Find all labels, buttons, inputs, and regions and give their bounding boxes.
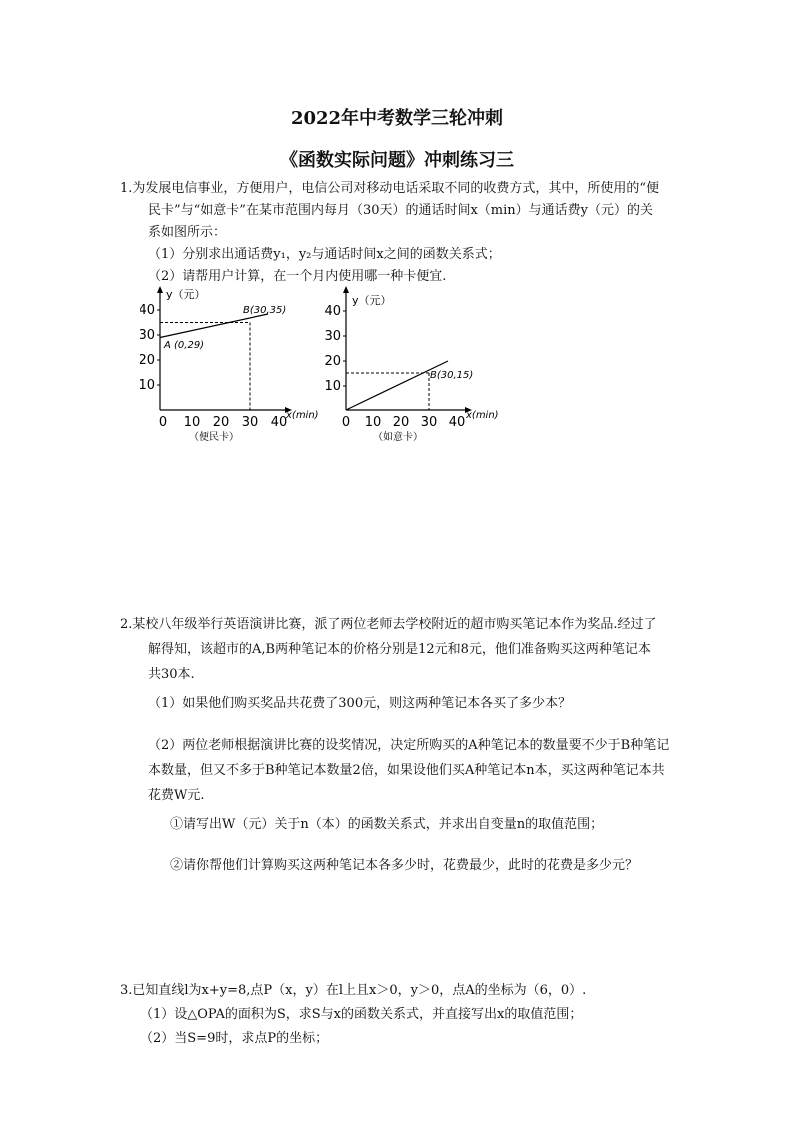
question-2-sub-2: ②请你帮他们计算购买这两种笔记本各多少时，花费最少，此时的花费是多少元？: [170, 858, 639, 873]
y-axis-arrow: [343, 286, 349, 293]
x-tick-label: 0: [158, 415, 168, 430]
question-2-text: 解得知，该超市的A,B两种笔记本的价格分别是12元和8元，他们准备购买这两种笔记本: [148, 642, 651, 657]
x-tick-label: 10: [364, 415, 382, 430]
y-tick-label: 20: [140, 353, 155, 368]
y-tick-label: 10: [140, 378, 155, 393]
x-tick-label: 40: [448, 415, 466, 430]
point-b-label: B(30,15): [430, 370, 474, 381]
graph-caption: （便民卡）: [189, 432, 239, 443]
question-2: [120, 612, 700, 687]
x-tick-label: 10: [183, 415, 201, 430]
question-2-part-2: [148, 733, 708, 808]
question-1-text: 1.为发展电信事业，方便用户，电信公司对移动电话采取不同的收费方式，其中，所使用的“便: [120, 181, 660, 196]
question-2-part-2-text: 花费W元.: [148, 788, 205, 803]
x-tick-label: 30: [241, 415, 259, 430]
point-b-label: B(30,35): [243, 305, 287, 316]
question-1-text: 民卡”与“如意卡”在某市范围内每月（30天）的通话时间x（min）与通话费y（元）的关: [148, 203, 654, 218]
question-1-part-1: （1）分别求出通话费y₁，y₂与通话时间x之间的函数关系式；: [148, 247, 501, 262]
line-y1: [160, 314, 268, 338]
x-tick-label: 20: [392, 415, 410, 430]
y-tick-label: 40: [140, 303, 155, 318]
graph-bianmin-card: [140, 284, 320, 446]
question-2-sub-1: ①请写出W（元）关于n（本）的函数关系式，并求出自变量n的取值范围；: [170, 817, 604, 832]
y-tick-label: 30: [140, 328, 155, 343]
line-y2: [346, 361, 448, 410]
point-a-label: A (0,29): [164, 340, 205, 351]
question-3-part-2: （2）当S=9时，求点P的坐标；: [140, 1031, 329, 1046]
x-tick-label: 40: [270, 415, 288, 430]
question-2-part-2-text: （2）两位老师根据演讲比赛的设奖情况，决定所购买的A种笔记本的数量要不少于B种笔记: [148, 738, 670, 753]
graph-caption: （如意卡）: [373, 432, 423, 443]
document-title: 2022年中考数学三轮冲刺: [290, 108, 504, 129]
x-tick-label: 20: [212, 415, 230, 430]
question-2-text: 2.某校八年级举行英语演讲比赛，派了两位老师去学校附近的超市购买笔记本作为奖品.经过了: [120, 617, 657, 632]
graph-ruyi-card: [318, 284, 498, 446]
x-axis-label: x(min): [286, 410, 319, 421]
document-subtitle: 《函数实际问题》冲刺练习三: [280, 150, 514, 171]
y-tick-label: 10: [324, 379, 341, 394]
question-3: [120, 979, 720, 1051]
question-1-text: 系如图所示：: [148, 225, 227, 240]
question-3-text: 3.已知直线l为x+y=8,点P（x，y）在l上且x＞0，y＞0，点A的坐标为（6，0）.: [120, 983, 587, 998]
question-3-part-1: （1）设△OPA的面积为S，求S与x的函数关系式，并直接写出x的取值范围；: [140, 1007, 583, 1022]
question-2-part-1: （1）如果他们购买奖品共花费了300元，则这两种笔记本各买了多少本？: [148, 696, 572, 711]
y-tick-label: 40: [324, 304, 341, 319]
x-axis-label: x(min): [466, 410, 498, 421]
question-1: [120, 178, 700, 288]
y-axis-label: y（元）: [352, 294, 392, 307]
question-2-text: 共30本.: [148, 667, 195, 682]
question-2-part-2-text: 本数量，但又不多于B种笔记本数量2倍，如果设他们买A种笔记本n本，买这两种笔记本共: [148, 763, 665, 778]
y-tick-label: 30: [324, 329, 341, 344]
x-tick-label: 0: [341, 415, 351, 430]
question-1-part-2: （2）请帮用户计算，在一个月内使用哪一种卡便宜.: [148, 269, 447, 284]
x-tick-label: 30: [420, 415, 438, 430]
y-tick-label: 20: [324, 354, 341, 369]
y-axis-label: y（元）: [166, 288, 206, 301]
y-axis-arrow: [157, 286, 163, 293]
